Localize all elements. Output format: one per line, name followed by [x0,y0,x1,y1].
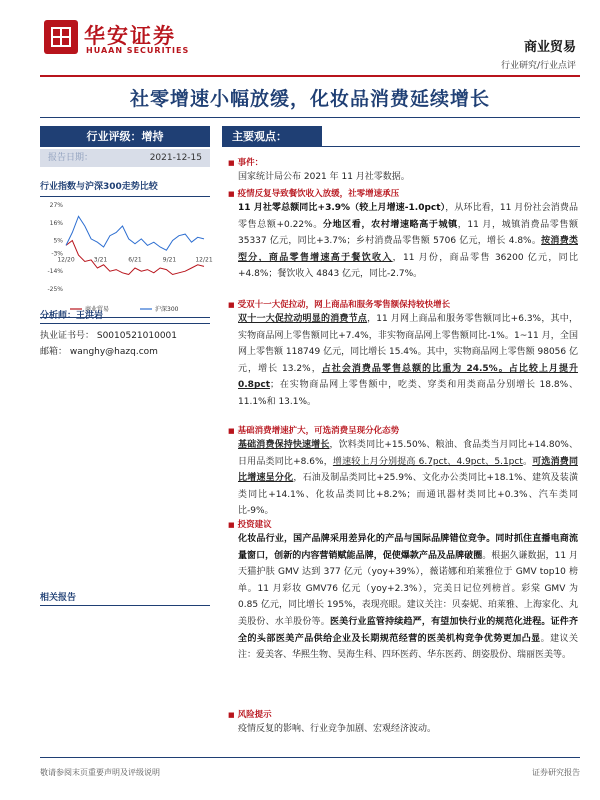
paragraph-text: ，11 月，城镇消费品零售额 35337 亿元，同比+3.7%；乡村消费品零售额 5706 亿元，增长 4.8%。 [238,219,578,247]
analyst-license: 执业证书号： S0010521010001 [40,331,178,341]
paragraph-underline: 基础消费保持快速增长 [238,440,330,450]
paragraph-risk [238,721,578,738]
section-event-head: ■ 事件： [228,156,263,168]
related-reports-title: 相关报告 [40,590,210,606]
report-date-row [40,149,210,167]
y-tick-label: -25% [47,286,63,293]
paragraph-retail [238,200,578,283]
header-divider [40,75,580,77]
paragraph-text: 。建议关注：爱美客、华熙生物、昊海生科、四环医药、华东医药、朗姿股份、瑞丽医美等。 [238,633,578,661]
paragraph-underline: 双十一大促拉动明显的消费节点 [238,314,368,324]
legend-label-1: 沪深300 [155,306,179,313]
y-tick-label: 16% [49,219,63,227]
footer-report-type: 证券研究报告 [532,768,580,777]
chart-title: 行业指数与沪深300走势比较 [40,182,158,192]
y-tick-label: 5% [53,237,63,245]
paragraph-text: ，石油及制品类同比+25.9%、文化办公类同比+18.1%、建筑及装潢类同比+14.1%、化妆品类同比+8.2%；而通讯器材类同比+0.3%、汽车类同比-9%。 [238,473,578,517]
analyst-email: 邮箱： wanghy@hazq.com [40,347,158,357]
x-tick-label: 12/21 [195,256,213,264]
brand-name-cn: 华安证券 [84,23,176,48]
paragraph-underline: 占社会消费品零售总额的比重为 24.5%。占比较上月提升 0.8pct [238,363,579,391]
paragraph-text: ，从环比看，11 月份社会消费品零售总额+0.22%。 [238,203,578,230]
legend-label-0: 商业贸易 [85,306,110,313]
series-line-1 [66,216,204,250]
paragraph-underline: 可选消费同比增速呈分化 [238,456,578,484]
paragraph-bold: 医美行业监管持续趋严，有望加快行业的规范化进程。证件齐全的头部医美产品供给企业及长期规范经营的医美机构竞争优势更加凸显 [238,616,578,644]
main-points [222,126,580,734]
paragraph-bold: 分地区看，农村增速略高于城镇 [322,219,458,230]
index-chart-svg [40,197,213,319]
y-tick-label: 27% [49,202,63,209]
paragraph-text: 疫情反复的影响、行业竞争加剧、宏观经济波动。 [238,724,437,734]
y-tick-label: -3% [51,250,63,258]
brand-name-en: HUAAN SECURITIES [86,46,190,55]
sector-label: 商业贸易 [523,40,576,55]
section-risk-head: ■ 风险提示 [228,708,272,720]
paragraph-underline: 按消费类型分，商品零售增速高于餐饮收入 [238,236,578,263]
report-date-label: 报告日期： [48,153,94,163]
paragraph-text: 国家统计局公布 2021 年 11 月社零数据。 [238,172,410,182]
paragraph-text: 。根据久谦数据，11 月天猫护肤 GMV 达到 377 亿元（yoy+39%），薇诺娜和珀莱雅位于 GMV top10 榜单。11 月彩妆 GMV76 亿元（yoy+2.3%），完美日记位列榜首。彩棠 GMV 为 0.85 亿元，同比增长 195%，表现亮眼。建议关注：贝泰妮、珀莱雅、上海家化、丸美股份、水羊股份等。 [238,550,578,627]
index-chart [40,196,213,318]
paragraph-text: ，饮料类同比+15.50%、粮油、食品类当月同比+14.80%、日用品类同比+8.6%， [238,440,578,467]
report-title: 社零增速小幅放缓，化妆品消费延续增长 [129,88,490,110]
paragraph-consumption [238,437,578,520]
x-tick-label: 3/21 [93,256,108,264]
main-points-divider [222,146,580,147]
paragraph-underline: 增速较上月分别提高 6.7pct、4.9pct、5.1pct [332,456,523,467]
left-sidebar [40,126,213,603]
paragraph-text: ；在实物商品网上零售额中，吃类、穿类和用类商品分别增长 18.8%、11.1%和 13.1%。 [238,380,578,407]
paragraph-online [238,311,578,411]
analyst-name: 分析师：王洪岩 [40,308,210,324]
paragraph-event [238,169,578,186]
x-tick-label: 6/21 [128,256,142,264]
footer-disclaimer: 敬请参阅末页重要声明及评级说明 [40,768,160,777]
section-investment-head: ■ 投资建议 [228,518,272,530]
y-tick-label: -14% [47,268,63,276]
paragraph-investment [238,531,578,664]
sub-sector-label: 行业研究/行业点评 [500,61,576,71]
paragraph-bold: 11 月社零总额同比+3.9%（较上月增速-1.0pct） [238,203,446,213]
section-consumption-head: ■ 基础消费增速扩大，可选消费呈现分化态势 [228,424,399,436]
footer-divider [40,757,580,758]
paragraph-text: 。 [522,456,533,467]
page-header [0,0,600,75]
x-tick-label: 9/21 [162,256,177,264]
paragraph-text: ，11 月份，商品零售 36200 亿元，同比+4.8%；餐饮收入 4843 亿元，同比-2.7%。 [238,252,578,280]
paragraph-bold: 化妆品行业，国产品牌采用差异化的产品与国际品牌错位竞争。同时抓住直播电商流量窗口，创新的内容营销赋能品牌，促使爆款产品及品牌破圈 [238,534,578,561]
x-tick-label: 12/20 [57,256,75,264]
title-divider [40,117,580,118]
section-retail-head: ■ 疫情反复导致餐饮收入放缓，社零增速承压 [228,187,399,199]
huaan-logo-icon [44,20,78,54]
main-points-title: 主要观点： [222,126,322,147]
section-online-head: ■ 受双十一大促拉动，网上商品和服务零售额保持较快增长 [228,298,450,310]
report-date-value: 2021-12-15 [149,153,202,163]
paragraph-text: ，11 月网上商品和服务零售额同比+6.3%，其中，实物商品网上零售额同比+7.4%，非实物商品网上零售额同比-1%。1~11 月，全国网上零售额 118749 亿元，同比增长 15.4%。其中，实物商品网上零售额 98056 亿元，增长 13.2%， [238,314,578,374]
industry-rating: 行业评级：增持 [40,126,210,147]
